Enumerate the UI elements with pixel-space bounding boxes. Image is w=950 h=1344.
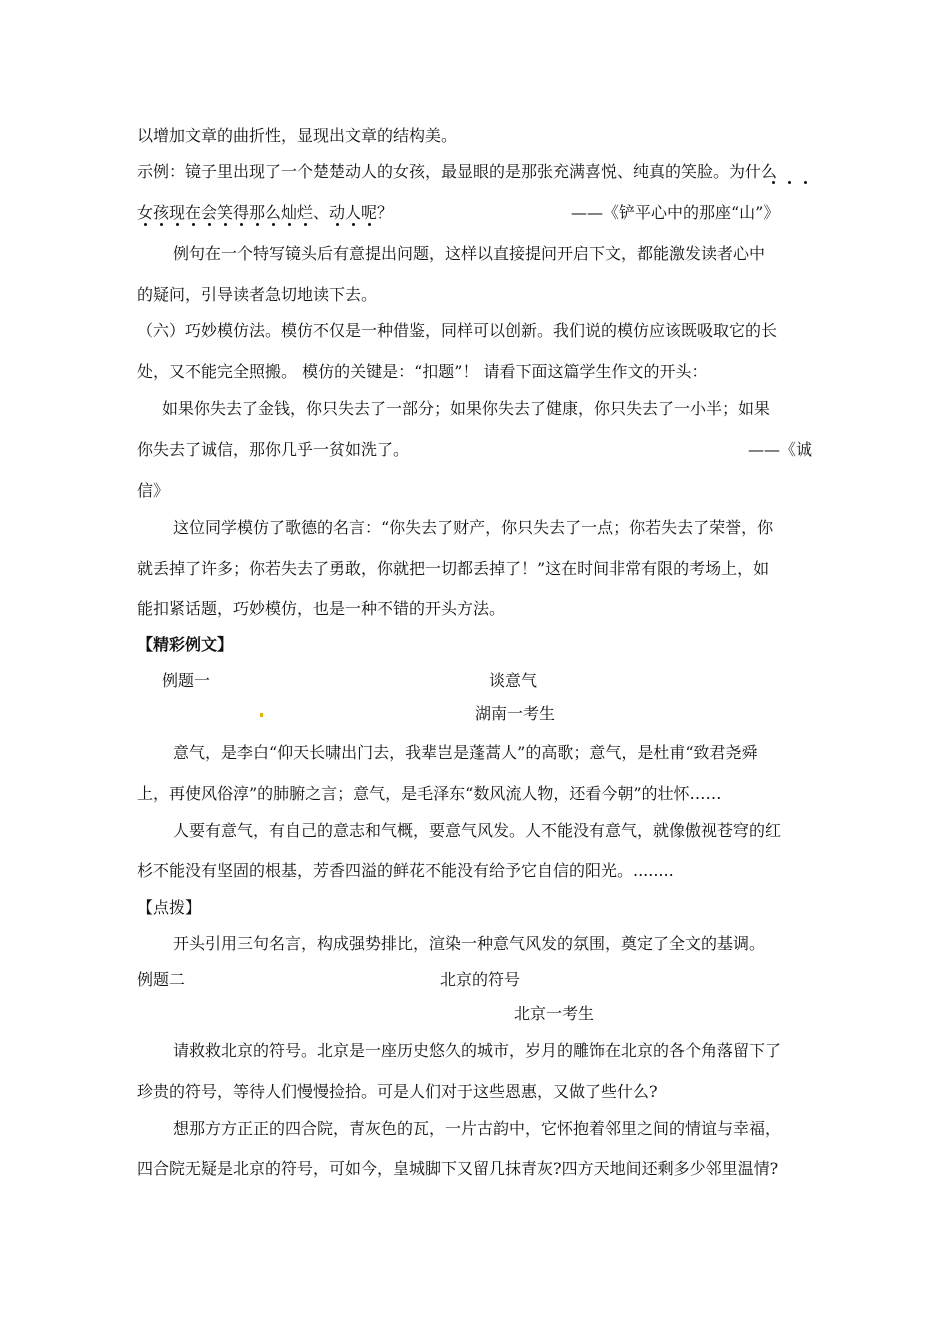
emphasis-dot (804, 181, 807, 184)
example-line: 示例：镜子里出现了一个楚楚动人的女孩，最显眼的是那张充满喜悦、纯真的笑脸。为什么 (137, 162, 778, 181)
essay-line: 杉不能没有坚固的根基，芳香四溢的鲜花不能没有给予它自信的阳光。........ (137, 861, 674, 880)
section-heading-line: （六）巧妙模仿法。模仿不仅是一种借鉴，同样可以创新。我们说的模仿应该既吸取它的长 (137, 321, 778, 340)
paragraph-line: 这位同学模仿了歌德的名言：“你失去了财产，你只失去了一点；你若失去了荣誉，你 (173, 518, 774, 537)
emphasis-dot (256, 223, 259, 226)
essay-line: 意气，是李白“仰天长啸出门去，我辈岂是蓬蒿人”的高歌；意气，是杜甫“致君尧舜 (173, 743, 758, 762)
quote-source: 信》 (137, 481, 170, 500)
paragraph-line: 例句在一个特写镜头后有意提出问题，这样以直接提问开启下文，都能激发读者心中 (173, 244, 766, 263)
emphasis-dot (336, 223, 339, 226)
quote-line: 你失去了诚信，那你几乎一贫如洗了。 (137, 440, 410, 459)
emphasis-dot (160, 223, 163, 226)
essay-line: 人要有意气，有自己的意志和气概，要意气风发。人不能没有意气，就像傲视苍穹的红 (173, 821, 782, 840)
example-line: 女孩现在会笑得那么灿烂、动人呢？ (137, 203, 394, 222)
emphasis-dot (788, 181, 791, 184)
emphasis-dot (772, 181, 775, 184)
emphasis-dot (176, 223, 179, 226)
emphasis-dot (240, 223, 243, 226)
emphasis-dot (208, 223, 211, 226)
emphasis-dot (192, 223, 195, 226)
essay-line: 想那方方正正的四合院，青灰色的瓦，一片古韵中，它怀抱着邻里之间的情谊与幸福， (173, 1119, 782, 1138)
emphasis-dot (272, 223, 275, 226)
example-label: 例题一 (162, 671, 211, 690)
essay-line: 珍贵的符号，等待人们慢慢捡拾。可是人们对于这些恩惠，又做了些什么? (137, 1082, 658, 1101)
emphasis-dot (144, 223, 147, 226)
example-label: 例题二 (137, 970, 186, 989)
paragraph-line: 处，又不能完全照搬。 模仿的关键是：“扣题”！ 请看下面这篇学生作文的开头： (137, 362, 708, 381)
essay-line: 四合院无疑是北京的符号，可如今，皇城脚下又留几抹青灰?四方天地间还剩多少邻里温情? (137, 1159, 779, 1178)
stray-mark (260, 713, 263, 717)
section-heading: 【点拨】 (137, 898, 202, 917)
emphasis-dot (288, 223, 291, 226)
essay-author: 湖南一考生 (475, 704, 556, 723)
quote-source: ——《诚 (748, 440, 813, 459)
essay-line: 请救救北京的符号。北京是一座历史悠久的城市，岁月的雕饰在北京的各个角落留下了 (173, 1041, 782, 1060)
paragraph-line: 能扣紧话题，巧妙模仿，也是一种不错的开头方法。 (137, 599, 506, 618)
comment-line: 开头引用三句名言，构成强势排比，渲染一种意气风发的氛围，奠定了全文的基调。 (173, 934, 766, 953)
emphasis-dot (352, 223, 355, 226)
essay-author: 北京一考生 (514, 1004, 595, 1023)
essay-title: 北京的符号 (440, 970, 521, 989)
paragraph-line: 就丢掉了许多；你若失去了勇敢，你就把一切都丢掉了！”这在时间非常有限的考场上，如 (137, 559, 770, 578)
section-heading: 【精彩例文】 (137, 635, 234, 654)
emphasis-dot (304, 223, 307, 226)
emphasis-dot (224, 223, 227, 226)
quote-line: 如果你失去了金钱，你只失去了一部分；如果你失去了健康，你只失去了一小半；如果 (162, 399, 771, 418)
essay-title: 谈意气 (489, 671, 538, 690)
essay-line: 上，再使风俗淳”的肺腑之言；意气，是毛泽东“数风流人物，还看今朝”的壮怀…… (137, 784, 722, 803)
paragraph-line: 以增加文章的曲折性，显现出文章的结构美。 (137, 126, 458, 145)
paragraph-line: 的疑问，引导读者急切地读下去。 (137, 285, 378, 304)
example-source: ——《铲平心中的那座“山”》 (571, 203, 780, 222)
emphasis-dot (368, 223, 371, 226)
